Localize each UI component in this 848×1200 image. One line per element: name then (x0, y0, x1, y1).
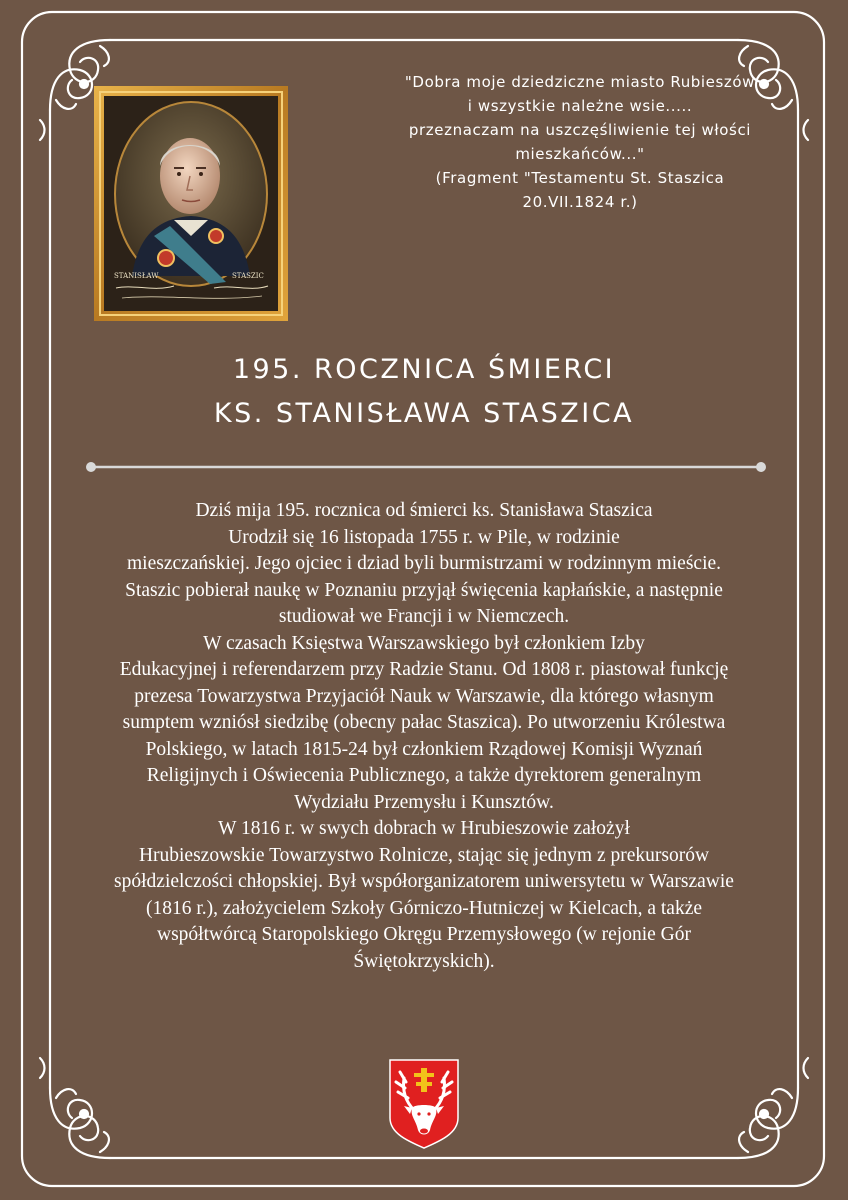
quote-line: (Fragment "Testamentu St. Staszica (435, 169, 725, 187)
biography-text (40, 498, 808, 975)
title-divider (86, 459, 766, 475)
portrait-name-left: STANISŁAW (114, 272, 159, 280)
body-line: Religijnych i Oświecenia Publicznego, a także dyrektorem generalnym (146, 765, 702, 786)
page-title (0, 348, 848, 436)
coat-of-arms-icon (388, 1058, 460, 1150)
title-line-1: 195. ROCZNICA ŚMIERCI (232, 354, 616, 385)
quote-line: mieszkańców..." (515, 145, 645, 163)
body-line: W czasach Księstwa Warszawskiego był członkiem Izby (203, 632, 645, 654)
title-line-2: KS. STANISŁAWA STASZICA (213, 398, 635, 429)
body-line: Wydziału Przemysłu i Kunsztów. (294, 791, 554, 813)
body-line: (1816 r.), założycielem Szkoły Górniczo-Hutniczej w Kielcach, a także (145, 897, 703, 919)
body-line: współtwórcą Staropolskiego Okręgu Przemysłowego (w rejonie Gór (157, 924, 691, 945)
quote-line: 20.VII.1824 r.) (522, 193, 638, 211)
body-line: Urodził się 16 listopada 1755 r. w Pile, w rodzinie (228, 526, 620, 548)
body-line: sumptem wzniósł siedzibę (obecny pałac Staszica). Po utworzeniu Królestwa (122, 712, 726, 733)
body-line: mieszczańskiej. Jego ojciec i dziad byli burmistrzami w rodzinnym mieście. (126, 553, 722, 574)
body-line: Hrubieszowskie Towarzystwo Rolnicze, stając się jednym z prekursorów (138, 844, 710, 866)
body-line: prezesa Towarzystwa Przyjaciół Nauk w Warszawie, dla którego własnym (134, 685, 714, 707)
body-line: Dziś mija 195. rocznica od śmierci ks. Stanisława Staszica (195, 500, 653, 521)
body-line: spółdzielczości chłopskiej. Był współorganizatorem uniwersytetu w Warszawie (114, 871, 734, 892)
portrait-painting (94, 86, 288, 321)
body-line: Edukacyjnej i referendarzem przy Radzie Stanu. Od 1808 r. piastował funkcję (119, 659, 729, 680)
body-line: studiował we Francji i w Niemczech. (278, 606, 570, 627)
body-line: W 1816 r. w swych dobrach w Hrubieszowie założył (218, 818, 630, 839)
testament-quote (372, 70, 788, 214)
quote-line: i wszystkie należne wsie..... (467, 97, 693, 115)
body-line: Świętokrzyskich). (353, 950, 495, 972)
body-line: Staszic pobierał naukę w Poznaniu przyjął święcenia kapłańskie, a następnie (125, 579, 723, 601)
portrait-name-right: STASZIC (232, 272, 264, 280)
body-line: Polskiego, w latach 1815-24 był członkiem Rządowej Komisji Wyznań (145, 738, 703, 760)
quote-line: "Dobra moje dziedziczne miasto Rubieszów (404, 73, 756, 91)
quote-line: przeznaczam na uszczęśliwienie tej włości (408, 121, 752, 139)
